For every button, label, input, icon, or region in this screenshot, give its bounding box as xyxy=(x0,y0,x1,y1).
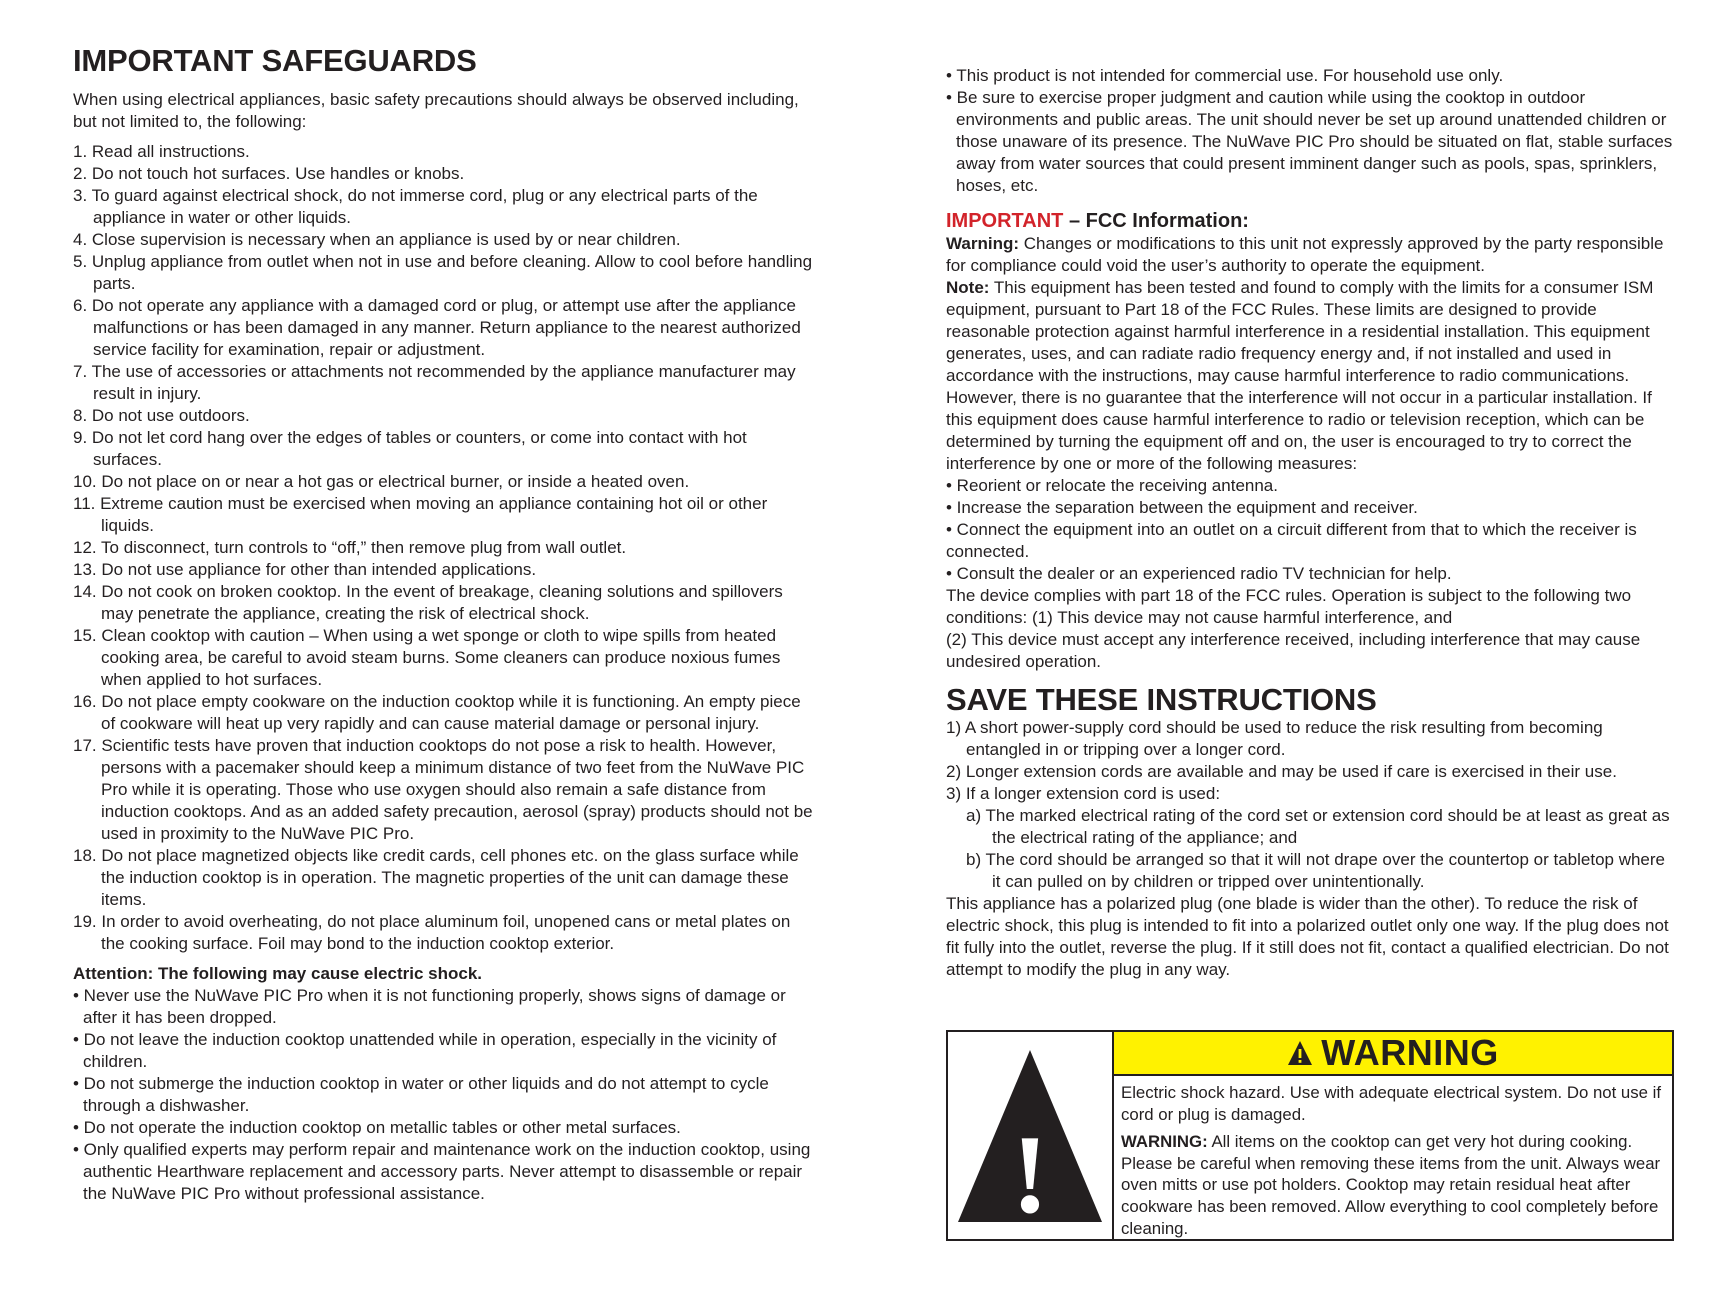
warning-symbol-panel xyxy=(948,1032,1114,1239)
warning-triangle-icon xyxy=(956,1046,1104,1226)
list-item: • This product is not intended for commercial use. For household use only. xyxy=(946,66,1504,85)
list-item: 1. Read all instructions. xyxy=(73,142,250,161)
list-item: b) The cord should be arranged so that it will not drape over the countertop or tabletop where it can pulled on by children or tripped over unintentionally. xyxy=(966,850,1666,891)
warning-box xyxy=(946,1030,1674,1241)
list-item: 6. Do not operate any appliance with a damaged cord or plug, or attempt use after the appliance malfunctions or has been damaged in any manner. Return appliance to the nearest authorized service facility for examination, repair or adjustment. xyxy=(73,296,801,359)
list-item: 3. To guard against electrical shock, do not immerse cord, plug or any electrical parts of the appliance in water or other liquids. xyxy=(73,186,758,227)
save-title: SAVE THESE INSTRUCTIONS xyxy=(946,682,1377,717)
fcc-heading xyxy=(946,209,1676,233)
shock-hazard-text: Electric shock hazard. Use with adequate electrical system. Do not use if cord or plug is damaged. xyxy=(1121,1083,1662,1124)
left-column xyxy=(73,0,813,1205)
warning-content xyxy=(1114,1032,1672,1239)
safeguards-intro: When using electrical appliances, basic safety precautions should always be observed including, but not limited to, the following: xyxy=(73,90,799,131)
list-item: 8. Do not use outdoors. xyxy=(73,406,250,425)
important-label: IMPORTANT xyxy=(946,210,1064,232)
safeguards-list xyxy=(73,141,813,955)
list-item: 11. Extreme caution must be exercised when moving an appliance containing hot oil or other liquids. xyxy=(73,494,768,535)
svg-text:!: ! xyxy=(1011,1112,1049,1226)
list-item: 3) If a longer extension cord is used: xyxy=(946,784,1221,803)
list-item: • Do not operate the induction cooktop on metallic tables or other metal surfaces. xyxy=(73,1118,681,1137)
list-item: • Be sure to exercise proper judgment and caution while using the cooktop in outdoor environments and public areas. The unit should never be set up around unattended children or those unaware of its presence. The NuWave PIC Pro should be situated on flat, stable surfaces away from water sources that could present imminent danger such as pools, spas, sprinklers, hoses, etc. xyxy=(946,88,1673,195)
list-item: 16. Do not place empty cookware on the induction cooktop while it is functioning. An empty piece of cookware will heat up very rapidly and can cause material damage or personal injury. xyxy=(73,692,801,733)
warning-banner xyxy=(1114,1032,1672,1076)
fcc-compliance: The device complies with part 18 of the FCC rules. Operation is subject to the following two conditions: (1) This device may not cause harmful interference, and xyxy=(946,586,1632,627)
list-item: 4. Close supervision is necessary when an appliance is used by or near children. xyxy=(73,230,681,249)
warning-small-icon xyxy=(1287,1040,1313,1066)
attention-heading: Attention: The following may cause electric shock. xyxy=(73,964,483,983)
warning-label: WARNING: xyxy=(1121,1132,1208,1152)
warning-banner-label: WARNING xyxy=(1321,1032,1499,1073)
polarized-plug-text: This appliance has a polarized plug (one blade is wider than the other). To reduce the risk of electric shock, this plug is intended to fit into a polarized outlet only one way. If the plug does not fit fully into the outlet, reverse the plug. If it still does not fit, contact a qualified electrician. Do not attempt to modify the plug in any way. xyxy=(946,894,1669,979)
list-item: 15. Clean cooktop with caution – When using a wet sponge or cloth to wipe spills from heated cooking area, be careful to avoid steam burns. Some cleaners can produce noxious fumes when applied to hot surfaces. xyxy=(73,626,781,689)
list-item: 18. Do not place magnetized objects like credit cards, cell phones etc. on the glass surface while the induction cooktop is in operation. The magnetic properties of the unit can damage these items. xyxy=(73,846,799,909)
list-item: 2. Do not touch hot surfaces. Use handles or knobs. xyxy=(73,164,465,183)
list-item: • Connect the equipment into an outlet on a circuit different from that to which the receiver is connected. xyxy=(946,520,1637,561)
list-item: 7. The use of accessories or attachments not recommended by the appliance manufacturer may result in injury. xyxy=(73,362,796,403)
note-text: This equipment has been tested and found to comply with the limits for a consumer ISM equipment, pursuant to Part 18 of the FCC Rules. These limits are designed to provide reasonable protection against harmful interference in a residential installation. This equipment generates, uses, and can radiate radio frequency energy and, if not installed and used in accordance with the instructions, may cause harmful interference to radio communications. However, there is no guarantee that the interference will not occur in a particular installation. If this equipment does cause harmful interference to radio or television reception, which can be determined by turning the equipment off and on, the user is encouraged to try to correct the interference by one or more of the following measures: xyxy=(946,278,1654,473)
safeguards-title: IMPORTANT SAFEGUARDS xyxy=(73,43,477,78)
list-item: • Consult the dealer or an experienced radio TV technician for help. xyxy=(946,564,1452,583)
list-item: • Do not leave the induction cooktop unattended while in operation, especially in the vicinity of children. xyxy=(73,1030,777,1071)
fcc-heading-rest: – FCC Information: xyxy=(1063,210,1249,232)
right-column xyxy=(946,0,1676,981)
fcc-note xyxy=(946,277,1676,475)
list-item: • Reorient or relocate the receiving antenna. xyxy=(946,476,1278,495)
list-item: a) The marked electrical rating of the cord set or extension cord should be at least as great as the electrical rating of the appliance; and xyxy=(966,806,1670,847)
list-item: 1) A short power-supply cord should be used to reduce the risk resulting from becoming entangled in or tripping over a longer cord. xyxy=(946,718,1603,759)
list-item: 9. Do not let cord hang over the edges of tables or counters, or come into contact with hot surfaces. xyxy=(73,428,747,469)
list-item: 2) Longer extension cords are available and may be used if care is exercised in their use. xyxy=(946,762,1617,781)
list-item: • Never use the NuWave PIC Pro when it is not functioning properly, shows signs of damage or after it has been dropped. xyxy=(73,986,786,1027)
hot-items-warning xyxy=(1121,1131,1666,1239)
list-item: 13. Do not use appliance for other than intended applications. xyxy=(73,560,537,579)
list-item: • Increase the separation between the equipment and receiver. xyxy=(946,498,1418,517)
usage-bullets xyxy=(946,65,1676,197)
list-item: 5. Unplug appliance from outlet when not in use and before cleaning. Allow to cool before handling parts. xyxy=(73,252,813,293)
list-item: 14. Do not cook on broken cooktop. In the event of breakage, cleaning solutions and spillovers may penetrate the appliance, creating the risk of electrical shock. xyxy=(73,582,783,623)
fcc-condition-2: (2) This device must accept any interference received, including interference that may cause undesired operation. xyxy=(946,630,1641,671)
hot-items-text: All items on the cooktop can get very hot during cooking. Please be careful when removing these items from the unit. Always wear oven mitts or use pot holders. Cooktop may retain residual heat after cookware has been removed. Allow everything to cool completely before cleaning. xyxy=(1121,1132,1661,1238)
save-section xyxy=(946,683,1676,981)
fcc-warning xyxy=(946,233,1676,277)
list-item: • Only qualified experts may perform repair and maintenance work on the induction cooktop, using authentic Hearthware replacement and accessory parts. Never attempt to disassemble or repair the NuWave PIC Pro without professional assistance. xyxy=(73,1140,811,1203)
list-item: 10. Do not place on or near a hot gas or electrical burner, or inside a heated oven. xyxy=(73,472,690,491)
warning-text: Changes or modifications to this unit not expressly approved by the party responsible for compliance could void the user’s authority to operate the equipment. xyxy=(946,234,1664,275)
note-label: Note: xyxy=(946,278,990,297)
warning-body xyxy=(1114,1076,1672,1239)
warning-label: Warning: xyxy=(946,234,1020,253)
fcc-section xyxy=(946,209,1676,673)
list-item: 17. Scientific tests have proven that induction cooktops do not pose a risk to health. However, persons with a pacemaker should keep a minimum distance of two feet from the NuWave PIC Pro while it is operating. Those who use oxygen should also remain a safe distance from induction cooktops. And as an added safety precaution, aerosol (spray) products should not be used in proximity to the NuWave PIC Pro. xyxy=(73,736,813,843)
list-item: 19. In order to avoid overheating, do not place aluminum foil, unopened cans or metal plates on the cooking surface. Foil may bond to the induction cooktop exterior. xyxy=(73,912,791,953)
attention-list xyxy=(73,985,813,1205)
list-item: 12. To disconnect, turn controls to “off,” then remove plug from wall outlet. xyxy=(73,538,627,557)
list-item: • Do not submerge the induction cooktop in water or other liquids and do not attempt to cycle through a dishwasher. xyxy=(73,1074,769,1115)
